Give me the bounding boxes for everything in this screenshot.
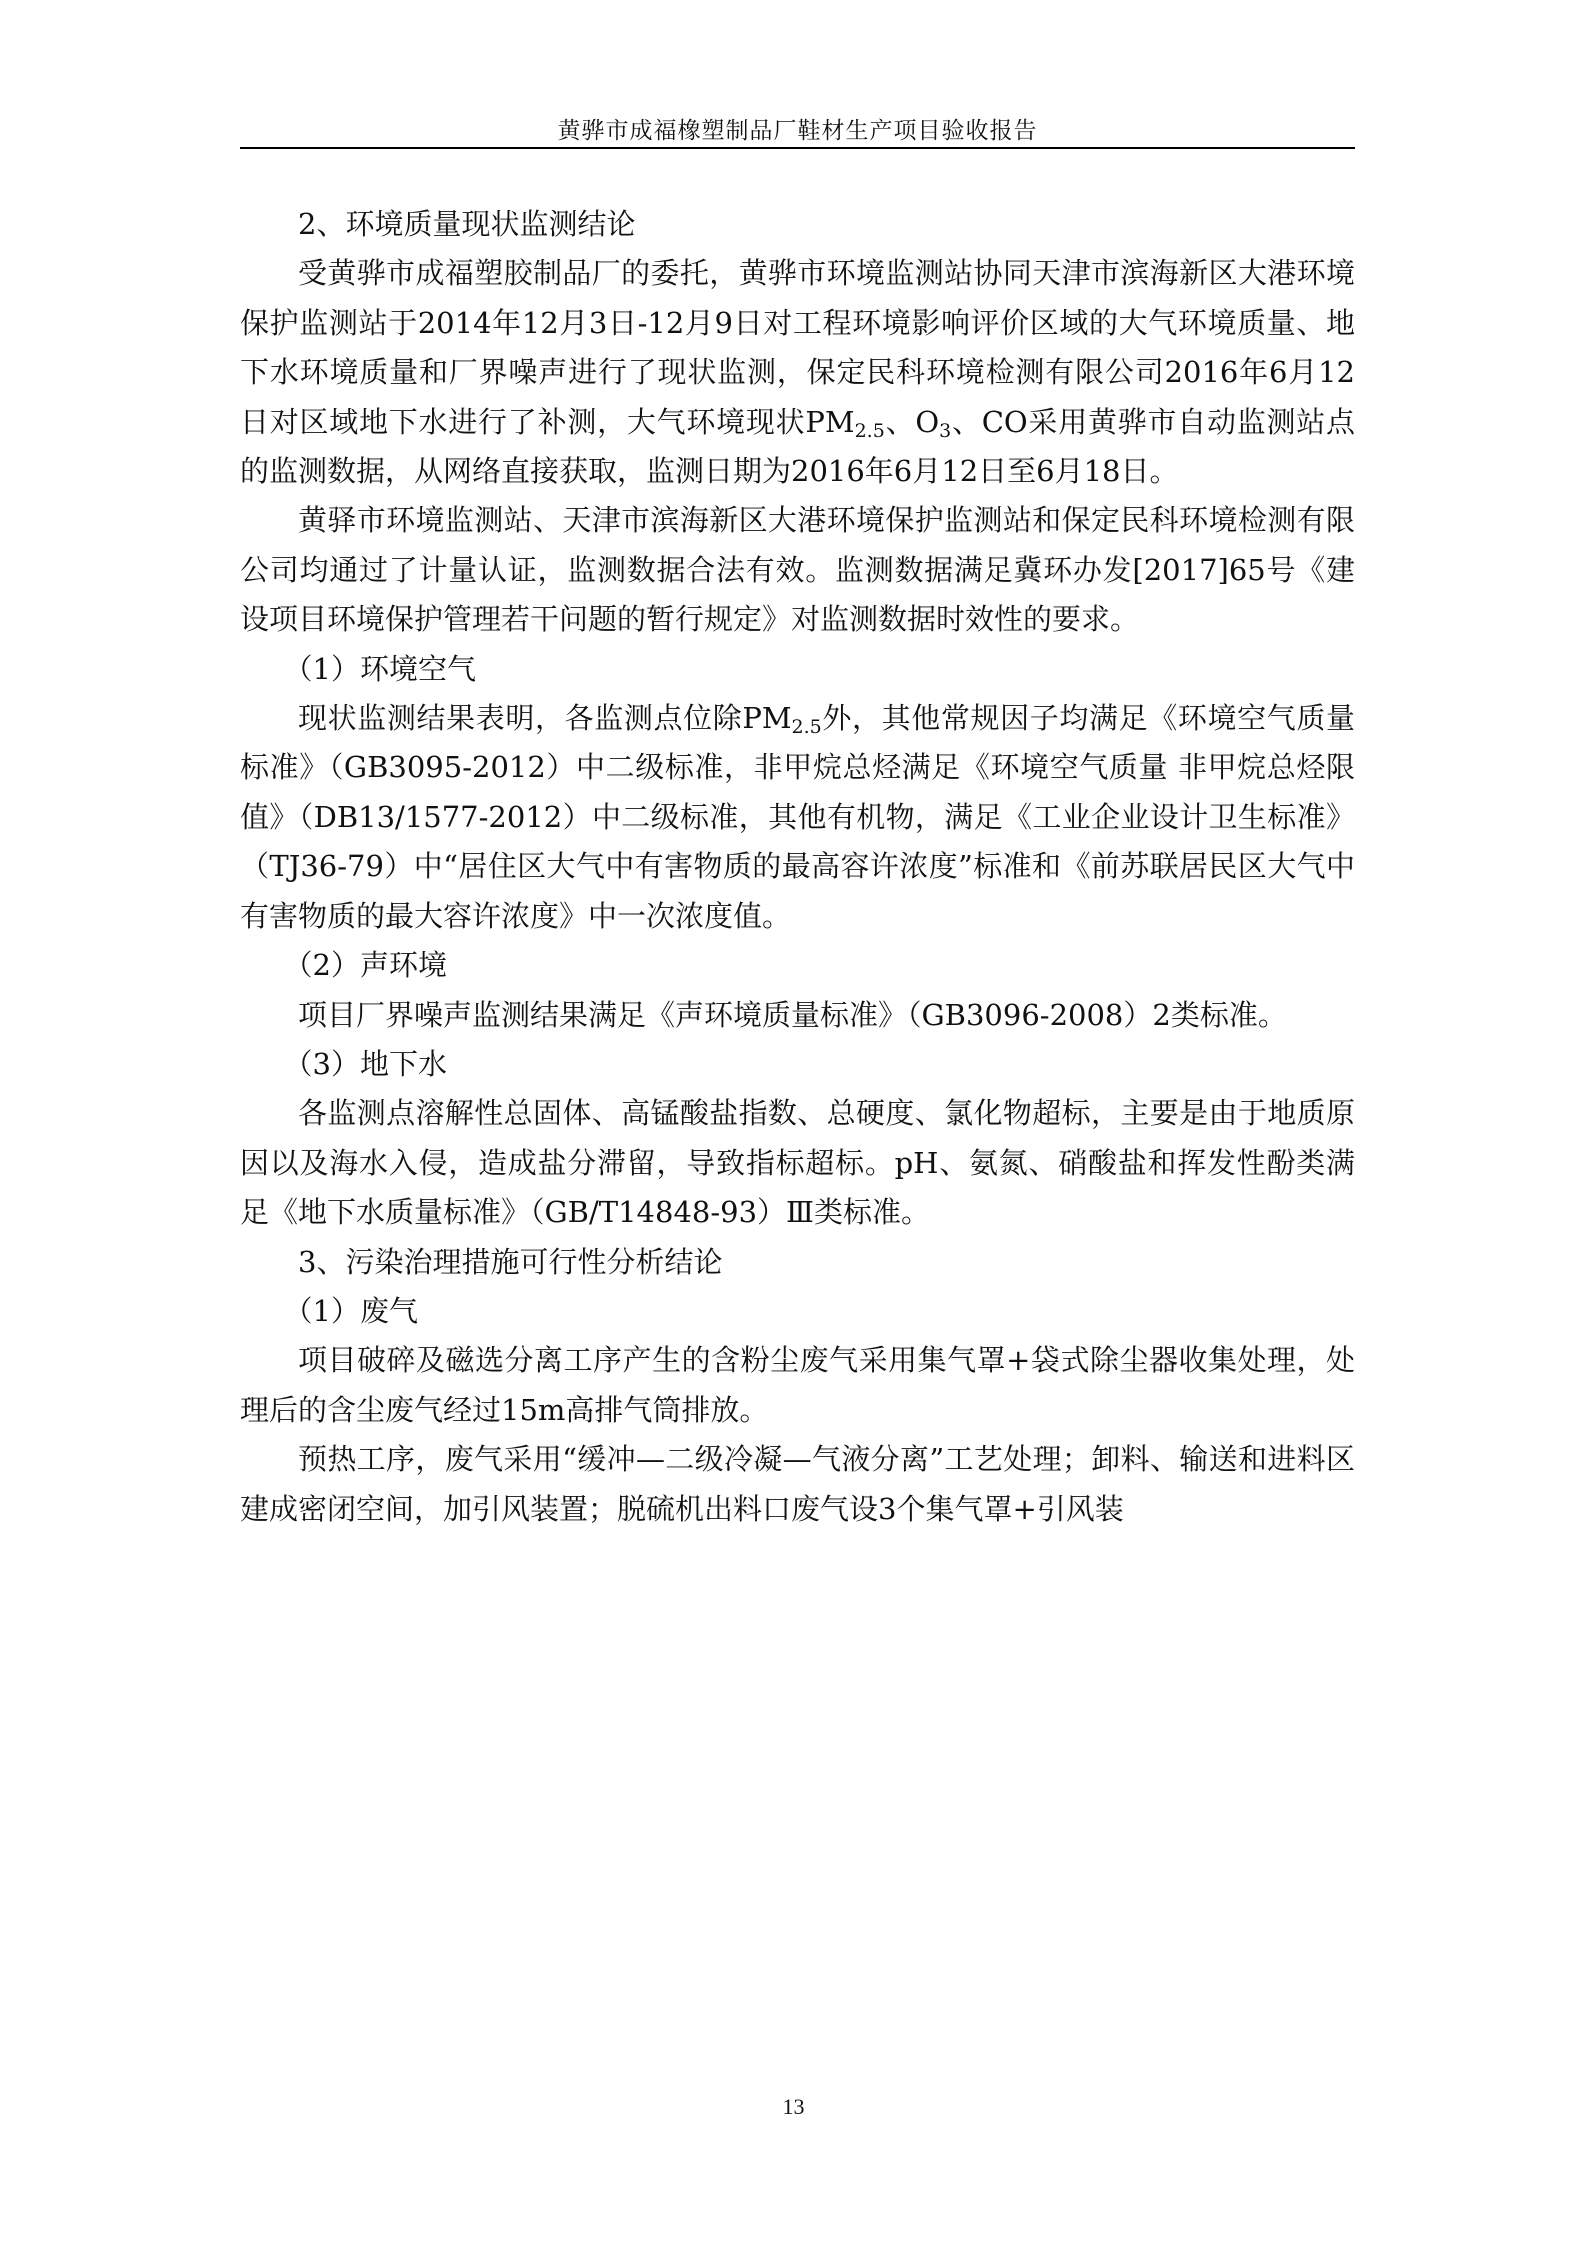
section-2-paragraph-2: 黄驿市环境监测站、天津市滨海新区大港环境保护监测站和保定民科环境检测有限公司均通过了计量认证，监测数据合法有效。监测数据满足冀环办发[2017]65号《建设项目环境保护管理若干问题的暂行规定》对监测数据时效性的要求。 bbox=[240, 503, 1355, 637]
noise-paragraph: 项目厂界噪声监测结果满足《声环境质量标准》（GB3096-2008）2类标准。 bbox=[298, 997, 1287, 1032]
header-rule bbox=[240, 147, 1355, 149]
noise-heading: （2）声环境 bbox=[283, 948, 447, 983]
body-text bbox=[240, 200, 1355, 1534]
subscript: 3 bbox=[939, 419, 952, 442]
waste-gas-paragraph-1: 项目破碎及磁选分离工序产生的含粉尘废气采用集气罩+袋式除尘器收集处理，处理后的含尘废气经过15m高排气筒排放。 bbox=[240, 1343, 1355, 1427]
paragraph-text: 受黄骅市成福塑胶制品厂的委托，黄骅市环境监测站协同天津市滨海新区大港环境保护监测站于2014年12月3日-12月9日对工程环境影响评价区域的大气环境质量、地下水环境质量和厂界噪声进行了现状监测，保定民科环境检测有限公司2016年6月12日对区域地下水进行了补测，大气环境现状PM bbox=[240, 256, 1355, 439]
groundwater-paragraph: 各监测点溶解性总固体、高锰酸盐指数、总硬度、氯化物超标，主要是由于地质原因以及海水入侵，造成盐分滞留，导致指标超标。pH、氨氮、硝酸盐和挥发性酚类满足《地下水质量标准》（GB/T14848-93）Ⅲ类标准。 bbox=[240, 1096, 1355, 1230]
air-paragraph bbox=[240, 694, 1355, 941]
waste-gas-heading: （1）废气 bbox=[283, 1293, 418, 1328]
waste-gas-paragraph-2: 预热工序，废气采用“缓冲—二级冷凝—气液分离”工艺处理；卸料、输送和进料区建成密闭空间，加引风装置；脱硫机出料口废气设3个集气罩+引风装 bbox=[240, 1442, 1355, 1526]
section-2-paragraph-1 bbox=[240, 249, 1355, 496]
section-3-heading: 3、污染治理措施可行性分析结论 bbox=[298, 1244, 723, 1279]
subscript: 2.5 bbox=[791, 716, 822, 739]
paragraph-text: 、CO采用黄骅市自动监测站点的监测数据，从网络直接获取，监测日期为2016年6月12日至6月18日。 bbox=[240, 404, 1356, 489]
page-number: 13 bbox=[782, 2094, 805, 2119]
paragraph-text: 、O bbox=[884, 404, 940, 439]
running-header: 黄骅市成福橡塑制品厂鞋材生产项目验收报告 bbox=[557, 118, 1038, 144]
groundwater-heading: （3）地下水 bbox=[283, 1046, 447, 1081]
paragraph-text: 现状监测结果表明，各监测点位除PM bbox=[298, 701, 792, 736]
section-2-heading: 2、环境质量现状监测结论 bbox=[298, 207, 636, 241]
paragraph-text: 外，其他常规因子均满足《环境空气质量标准》（GB3095-2012）中二级标准，非甲烷总烃满足《环境空气质量 非甲烷总烃限值》（DB13/1577-2012）中二级标准，其他有机物，满足《工业企业设计卫生标准》（TJ36-79）中“居住区大气中有害物质的最高容许浓度”标准和《前苏联居民区大气中有害物质的最大容许浓度》中一次浓度值。 bbox=[240, 701, 1355, 933]
subscript: 2.5 bbox=[854, 419, 885, 442]
air-heading: （1）环境空气 bbox=[283, 651, 476, 686]
